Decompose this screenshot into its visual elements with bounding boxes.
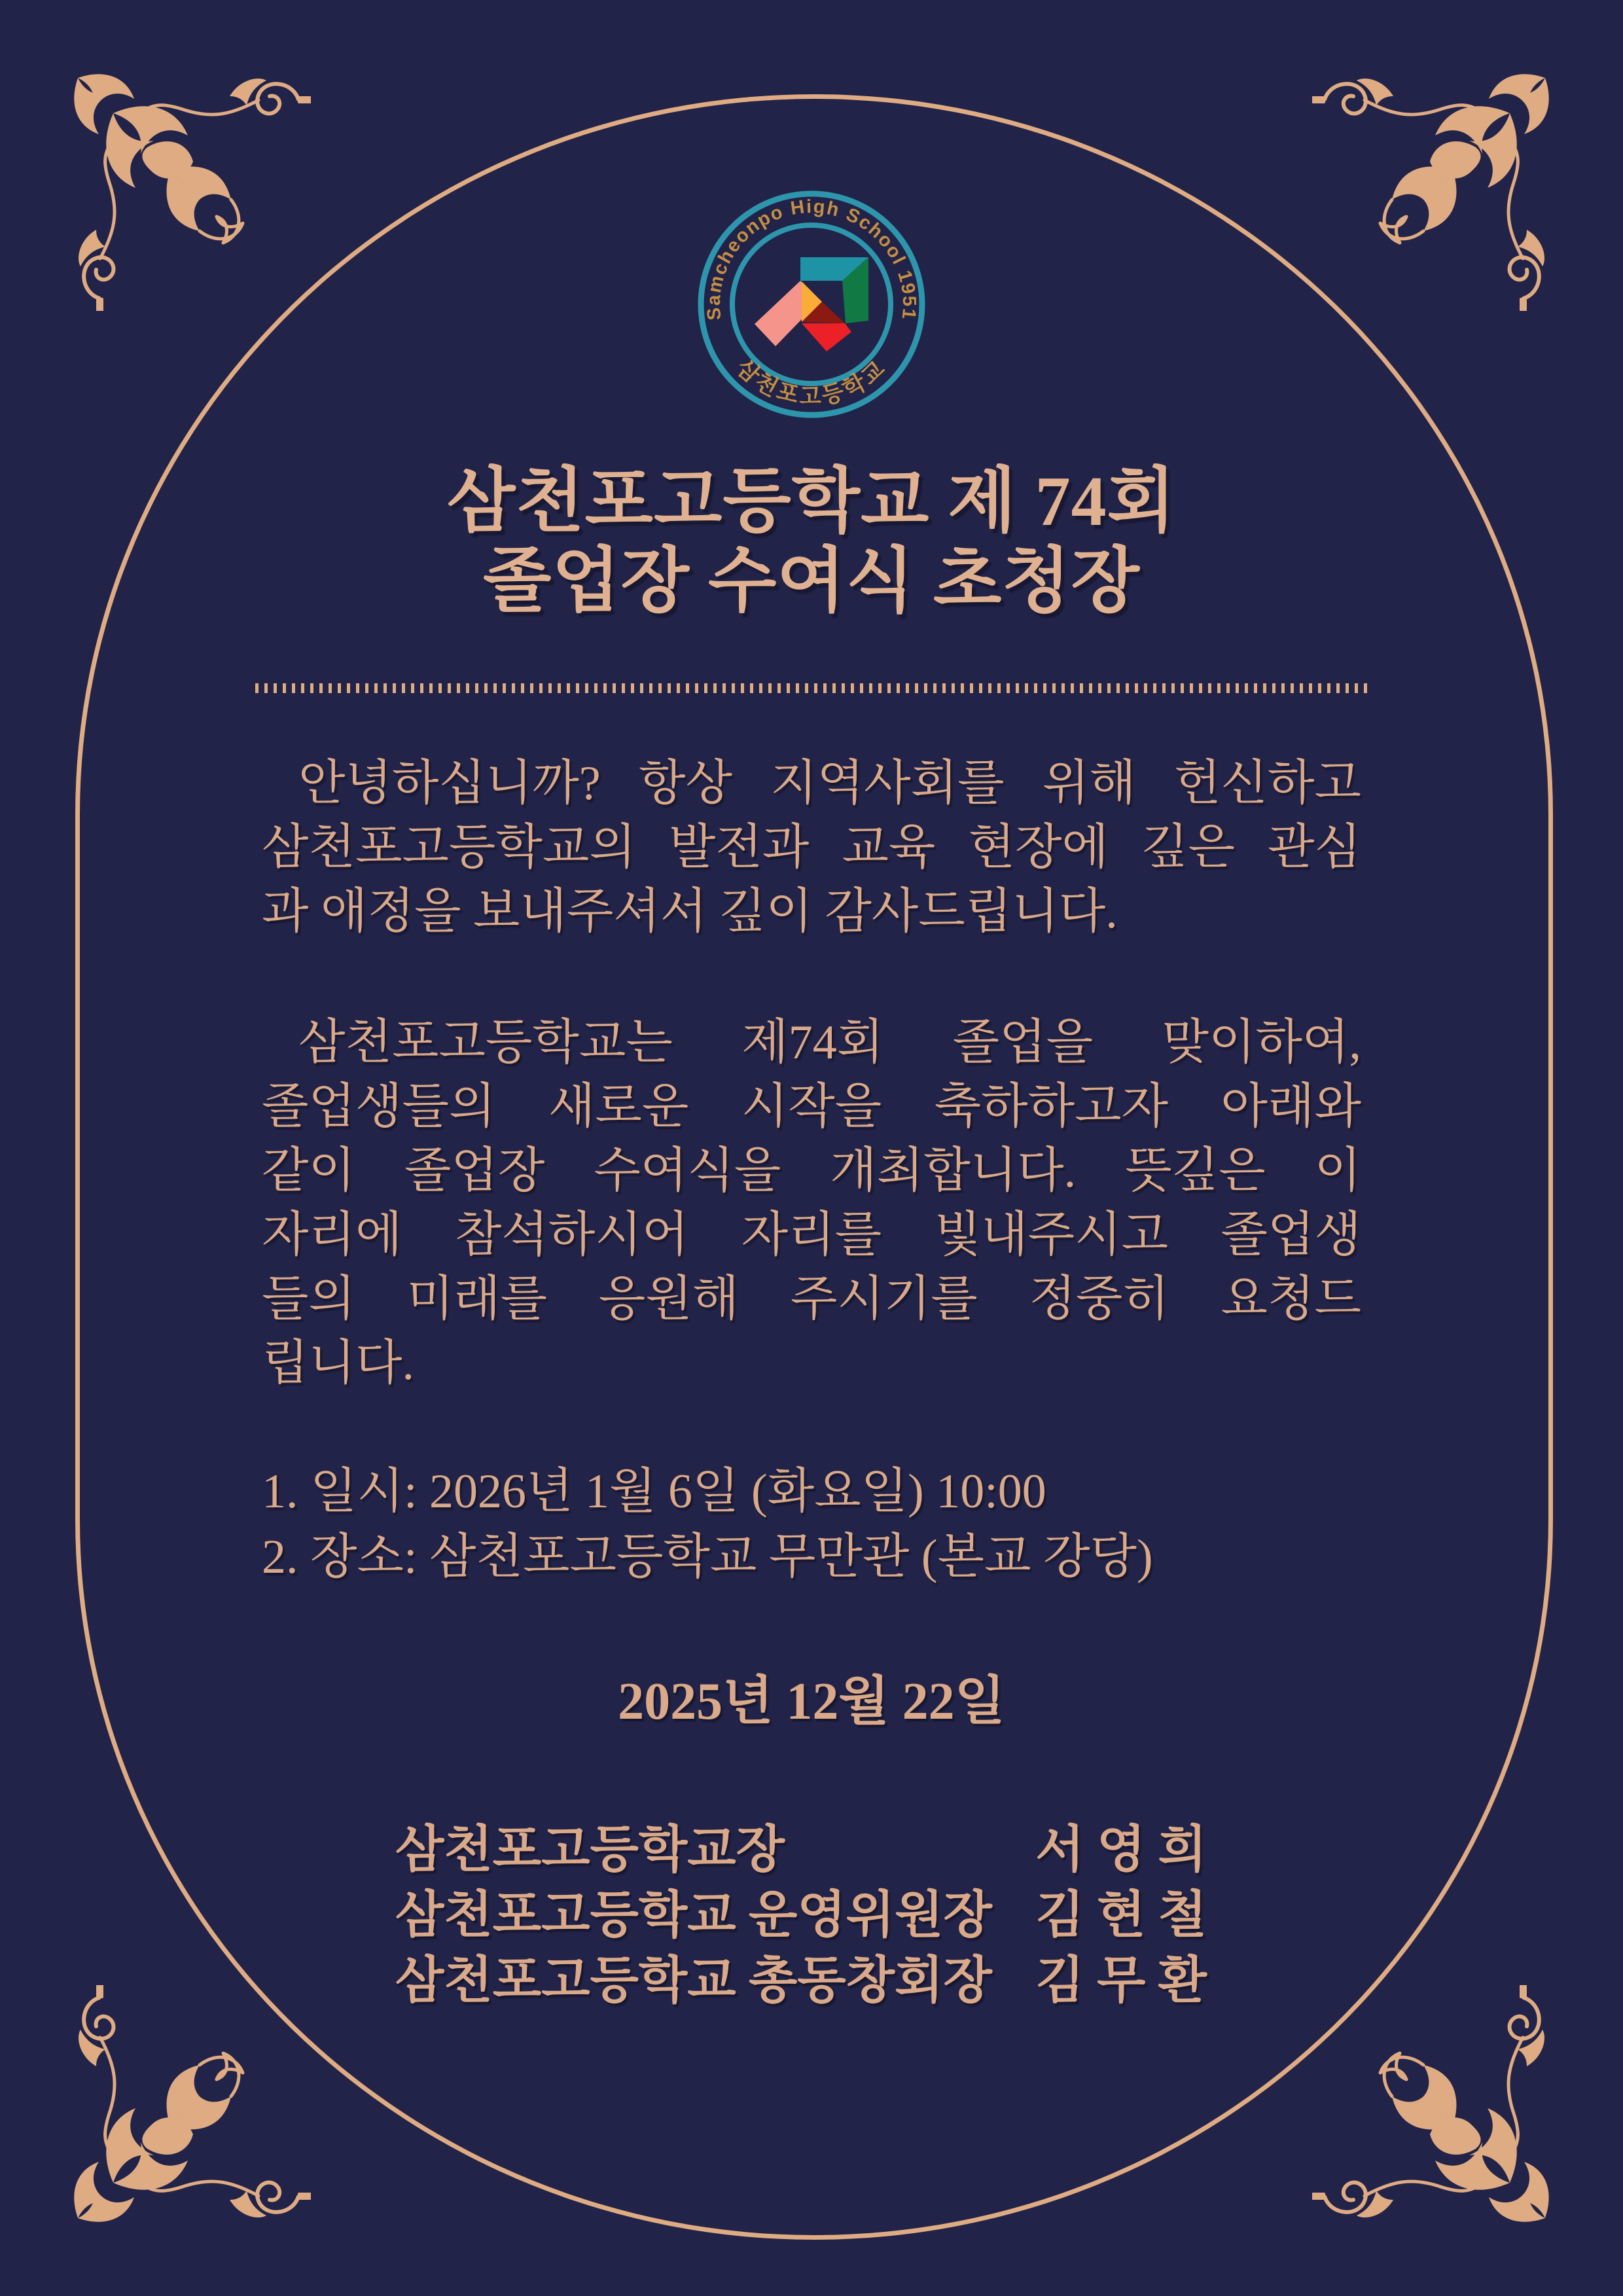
- corner-flourish-bottom-left: [36, 1985, 311, 2260]
- signature-block: [395, 1817, 1207, 2013]
- body-line: 자리에 참석하시어 자리를 빛내주시고 졸업생: [262, 1208, 1361, 1262]
- logo-ring-text-ko: 삼천포고등학교: [731, 354, 892, 410]
- event-details: [262, 1459, 1361, 1590]
- body-line: 들의 미래를 응원해 주시기를 정중히 요청드: [262, 1272, 1361, 1326]
- signer-name: 서 영 희: [1035, 1821, 1207, 1878]
- body-line: 안녕하십니까? 항상 지역사회를 위해 헌신하고: [298, 757, 1361, 810]
- signer-name: 김 현 철: [1035, 1887, 1207, 1943]
- invitation-paragraph: [262, 1011, 1361, 1395]
- poster-title-line1: 삼천포고등학교 제 74회: [447, 463, 1176, 541]
- signature-row: [395, 1817, 1207, 1882]
- event-location: 2. 장소: 삼천포고등학교 무만관 (본교 강당): [262, 1530, 1153, 1584]
- poster-title-line2: 졸업장 수여식 초청장: [483, 543, 1140, 620]
- logo-mark: [755, 257, 868, 351]
- signer-role: 삼천포고등학교 총동창회장: [395, 1952, 992, 2009]
- signer-name: 김 무 환: [1035, 1952, 1207, 2009]
- corner-flourish-bottom-right: [1312, 1985, 1587, 2260]
- body-line: 같이 졸업장 수여식을 개최합니다. 뜻깊은 이: [262, 1144, 1361, 1198]
- corner-flourish-top-right: [1312, 36, 1587, 311]
- body-line: 삼천포고등학교의 발전과 교육 현장에 깊은 관심: [262, 821, 1361, 874]
- dotted-divider: [255, 683, 1368, 693]
- school-logo: [694, 187, 929, 422]
- body-line: 과 애정을 보내주셔서 깊이 감사드립니다.: [262, 885, 1118, 939]
- greeting-paragraph: [262, 751, 1361, 944]
- body-line: 삼천포고등학교는 제74회 졸업을 맞이하여,: [298, 1016, 1361, 1069]
- signer-role: 삼천포고등학교장: [395, 1821, 785, 1878]
- body-line: 립니다.: [262, 1336, 414, 1390]
- logo-ring-text-en: Samcheonpo High School 1951: [703, 196, 920, 321]
- issue-date: 2025년 12월 22일: [618, 1673, 1005, 1731]
- signature-row: [395, 1882, 1207, 1948]
- body-line: 졸업생들의 새로운 시작을 축하하고자 아래와: [262, 1080, 1361, 1134]
- signature-row: [395, 1948, 1207, 2013]
- corner-flourish-top-left: [36, 36, 311, 311]
- signer-role: 삼천포고등학교 운영위원장: [395, 1887, 992, 1943]
- poster-title: [0, 462, 1623, 622]
- event-datetime: 1. 일시: 2026년 1월 6일 (화요일) 10:00: [262, 1465, 1046, 1518]
